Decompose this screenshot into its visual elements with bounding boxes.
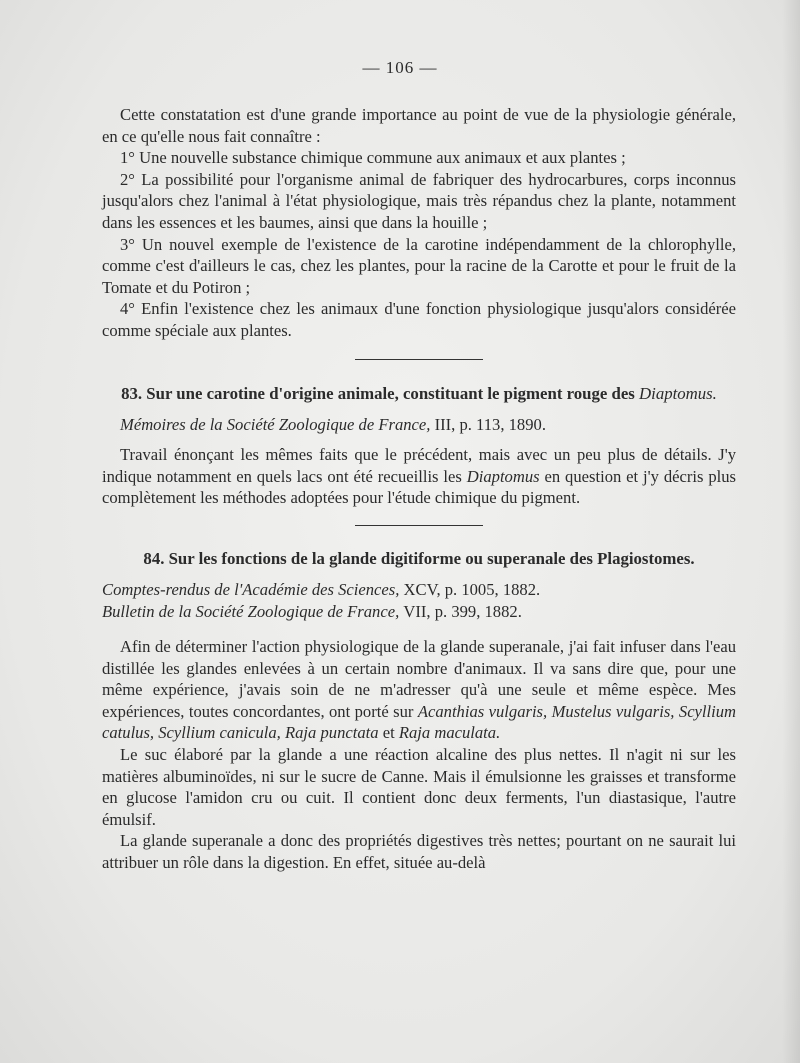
- spacer: [102, 404, 736, 414]
- section-84-heading: 84. Sur les fonctions de la glande digitiforme ou superanale des Plagiostomes.: [143, 548, 695, 568]
- section-84-paragraph-1: [102, 636, 736, 744]
- species-2: Mustelus vulgaris,: [551, 701, 675, 721]
- section-84-paragraph-3: La glande superanale a donc des propriétés digestives très nettes; pourtant on ne saurait lui attribuer un rôle dans la digestion. En effet, située au-delà: [102, 831, 736, 873]
- section-84-ref2-journal: Bulletin de la Société Zoologique de France,: [102, 601, 400, 621]
- intro-item-1: 1° Une nouvelle substance chimique commune aux animaux et aux plantes ;: [120, 148, 626, 168]
- section-84-ref1-detail: XCV, p. 1005, 1882.: [403, 579, 541, 599]
- species-1: Acanthias vulgaris,: [417, 701, 548, 721]
- section-83-ref-detail: III, p. 113, 1890.: [434, 414, 546, 434]
- species-5: Raja punctata: [284, 723, 379, 743]
- intro-paragraph: Cette constatation est d'une grande importance au point de vue de la physiologie générale, en ce qu'elle nous fait connaître :: [102, 105, 736, 146]
- section-83-heading: [102, 383, 736, 404]
- section-84-ref2-detail: VII, p. 399, 1882.: [403, 601, 522, 621]
- section-84-ref1-journal: Comptes-rendus de l'Académie des Sciences,: [102, 579, 400, 599]
- section-83-body: [102, 444, 736, 509]
- section-83-body-italic: Diaptomus: [466, 466, 540, 486]
- section-83-title: 83. Sur une carotine d'origine animale, constituant le pigment rouge des: [121, 383, 635, 403]
- intro-item-3: 3° Un nouvel exemple de l'existence de la carotine indépendamment de la chlorophylle, comme c'est d'ailleurs le cas, chez les plantes, pour la racine de la Carotte et pour le fruit de la Tomate et du Potiron ;: [102, 234, 736, 297]
- section-84-reference-2: [102, 601, 736, 623]
- page-body: [102, 104, 736, 874]
- spacer: [102, 569, 736, 579]
- spacer: [102, 622, 736, 636]
- species-6: Raja maculata.: [398, 723, 501, 743]
- section-84-reference-1: [102, 579, 736, 601]
- conjunction-and: et: [382, 723, 395, 743]
- spacer: [102, 435, 736, 444]
- page-number: — 106 —: [362, 58, 438, 77]
- section-divider-1: [355, 359, 483, 360]
- section-83-title-italic: Diaptomus.: [639, 383, 717, 403]
- section-83-ref-journal: Mémoires de la Société Zoologique de France,: [120, 414, 431, 434]
- section-83-body-b: en question et j'y décris plus complètement les méthodes adoptées pour l'étude chimique du pigment.: [102, 466, 737, 508]
- page-edge-shadow: [782, 0, 800, 1063]
- section-83-body-a: Travail énonçant les mêmes faits que le précédent, mais avec un peu plus de détails. J'y indique notamment en quels lacs ont été recueillis les: [102, 445, 736, 486]
- section-84-paragraph-2: Le suc élaboré par la glande a une réaction alcaline des plus nettes. Il n'agit ni sur les matières albuminoïdes, ni sur le sucre de Canne. Mais il émulsionne les graisses et transforme en glucose l'amidon cru ou cuit. Il contient donc deux ferments, l'un diastasique, l'autre émulsif.: [102, 745, 736, 829]
- section-divider-2: [355, 525, 483, 526]
- species-4: Scyllium canicula,: [158, 723, 281, 743]
- species-3: Scyllium catulus,: [102, 701, 737, 743]
- section-84-p1-text: Afin de déterminer l'action physiologique de la glande superanale, j'ai fait infuser dans l'eau distillée les glandes enlevées à un certain nombre d'animaux. Il va sans dire que, pour une même expérience, j'avais soin de ne m'adresser qu'à une seule et même espèce. Mes expériences, toutes concordantes, ont porté sur: [102, 637, 736, 721]
- intro-item-4: 4° Enfin l'existence chez les animaux d'une fonction physiologique jusqu'alors considérée comme spéciale aux plantes.: [102, 299, 736, 340]
- intro-item-2: 2° La possibilité pour l'organisme animal de fabriquer des hydrocarbures, corps inconnus jusqu'alors chez l'animal à l'état physiologique, mais très répandus chez la plante, notamment dans les essences et les baumes, ainsi que dans la houille ;: [102, 169, 736, 232]
- section-83-reference: [102, 414, 736, 436]
